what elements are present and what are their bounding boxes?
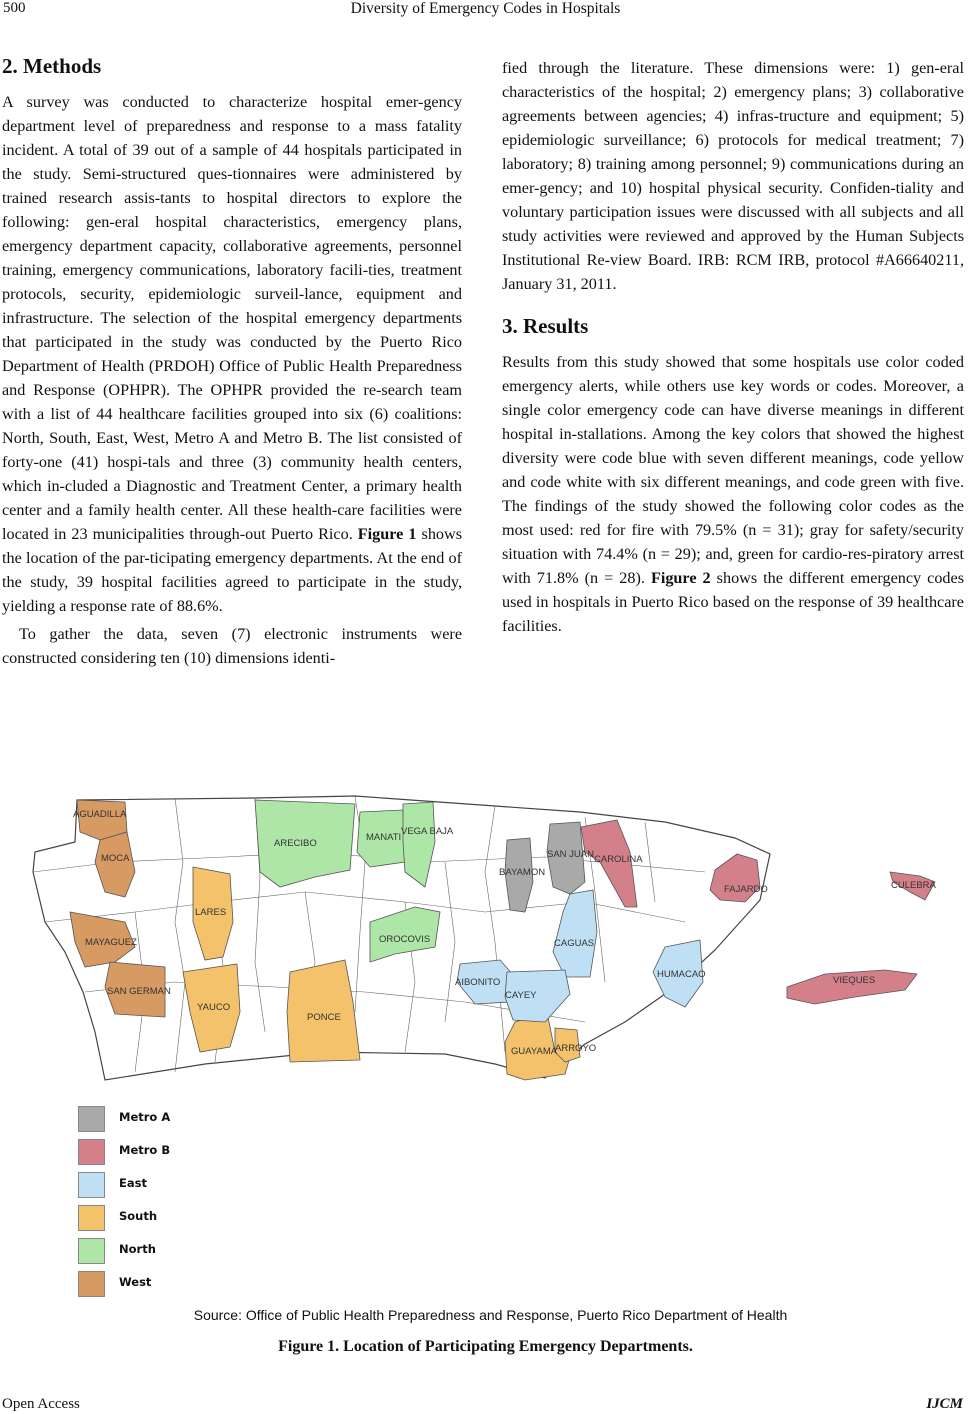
legend-label: East bbox=[119, 1176, 147, 1190]
legend-item-north bbox=[78, 1238, 238, 1264]
legend-item-metro-a bbox=[78, 1106, 238, 1132]
label-bayamon: BAYAMON bbox=[499, 867, 546, 878]
results-heading: 3. Results bbox=[502, 314, 589, 338]
figure-2-reference: Figure 2 bbox=[650, 569, 711, 587]
label-fajardo: FAJARDO bbox=[724, 884, 768, 895]
figure-caption: Figure 1. Location of Participating Emergency Departments. bbox=[278, 1338, 693, 1355]
results-text-a: Results from this study showed that some hospitals use color coded emergency alerts, while others use key words or codes. Moreover, a single color emergency code can have diverse meanings in different hospital in-stallations. Among the key colors that showed the highest diversity were code blue with seven different meanings, code yellow and code white with six different meanings, and code green with five. The findings of the study showed the following color codes as the most used: red for fire with 79.5% (n = 31); gray for safety/security situation with 74.4% (n = 29); and, green for cardio-res-piratory arrest with 71.8% (n = 28). bbox=[502, 353, 964, 587]
legend-swatch bbox=[78, 1139, 105, 1165]
running-header bbox=[0, 0, 971, 22]
label-aguadilla: AGUADILLA bbox=[73, 809, 127, 820]
page-number: 500 bbox=[3, 0, 26, 16]
label-san-german: SAN GERMAN bbox=[107, 986, 171, 997]
label-arroyo: ARROYO bbox=[555, 1043, 597, 1054]
results-text-b: shows the different emergency codes used in hospitals in Puerto Rico based on the response of 39 healthcare facilities. bbox=[502, 569, 965, 635]
label-carolina: CAROLINA bbox=[594, 854, 643, 865]
label-lares: LARES bbox=[195, 907, 227, 918]
right-column bbox=[502, 56, 964, 638]
legend-swatch bbox=[78, 1205, 105, 1231]
label-culebra: CULEBRA bbox=[891, 880, 936, 891]
label-cayey: CAYEY bbox=[505, 990, 537, 1001]
footer-open-access: Open Access bbox=[2, 1396, 80, 1412]
label-orocovis: OROCOVIS bbox=[379, 934, 431, 945]
figure-1-reference: Figure 1 bbox=[357, 525, 417, 543]
methods-heading: 2. Methods bbox=[2, 54, 102, 78]
legend-label: West bbox=[119, 1275, 152, 1289]
label-moca: MOCA bbox=[101, 853, 130, 864]
methods-paragraph-3: fied through the literature. These dimensions were: 1) gen-eral characteristics of the hospital; 2) emergency plans; 3) collaborative agreements between agencies; 4) infras-tructure and equipment; 5) epidemiologic surveillance; 6) protocols for medical treatment; 7) laboratory; 8) training among personnel; 9) communications during an emer-gency; and 10) hospital physical security. Confiden-tiality and voluntary participation issues were discussed with all subjects and all study activities were reviewed and approved by the Human Subjects Institutional Re-view Board. IRB: RCM IRB, protocol #A66640211, January 31, 2011. bbox=[502, 59, 964, 293]
legend-item-west bbox=[78, 1271, 238, 1297]
legend-swatch bbox=[78, 1172, 105, 1198]
label-humacao: HUMACAO bbox=[657, 969, 706, 980]
legend-swatch bbox=[78, 1106, 105, 1132]
legend-label: Metro A bbox=[119, 1110, 171, 1124]
methods-text-b: shows the location of the par-ticipating emergency departments. At the end of the study, 39 hospital facilities agreed to participate in the study, yielding a response rate of 88.6%. bbox=[2, 525, 463, 615]
label-ponce: PONCE bbox=[307, 1012, 341, 1023]
running-title: Diversity of Emergency Codes in Hospitals bbox=[350, 0, 621, 17]
methods-paragraph-1 bbox=[2, 90, 462, 618]
label-aibonito: AIBONITO bbox=[455, 977, 501, 988]
legend-swatch bbox=[78, 1271, 105, 1297]
left-column bbox=[2, 52, 462, 670]
legend-label: South bbox=[119, 1209, 158, 1223]
label-manati: MANATI bbox=[366, 832, 402, 843]
label-vega-baja: VEGA BAJA bbox=[401, 826, 454, 837]
legend-item-metro-b bbox=[78, 1139, 238, 1165]
legend-item-east bbox=[78, 1172, 238, 1198]
label-guayama: GUAYAMA bbox=[511, 1046, 558, 1057]
results-paragraph bbox=[502, 350, 964, 638]
label-san-juan: SAN JUAN bbox=[547, 849, 594, 860]
methods-text-a: A survey was conducted to characterize hospital emer-gency department level of preparedness and response to a mass fatality incident. A total of 39 out of a sample of 44 hospitals participated in the study. Semi-structured ques-tionnaires were administered by trained research assis-tants to hospital directors to explore the following: gen-eral hospital characteristics, emergency plans, emergency department capacity, collaborative agreements, personnel training, emergency communications, laboratory facili-ties, treatment protocols, security, epidemiologic surveil-lance, equipment and infrastructure. The selection of the hospital emergency departments that participated in the study was conducted by the Puerto Rico Department of Health (PRDOH) Office of Public Health Preparedness and Response (OPHPR). The OPHPR provided the re-search team with a list of 44 healthcare facilities grouped into six (6) coalitions: North, South, East, West, Metro A and Metro B. The list consisted of forty-one (41) hospi-tals and three (3) community health centers, which in-cluded a Diagnostic and Treatment Center, a primary health center and a family health center. All these health-care facilities were located in 23 municipalities through-out Puerto Rico. bbox=[2, 93, 462, 543]
methods-paragraph-2: To gather the data, seven (7) electronic instruments were constructed considering ten (10) dimensions identi- bbox=[2, 625, 462, 667]
label-vieques: VIEQUES bbox=[833, 975, 876, 986]
puerto-rico-map bbox=[25, 782, 955, 1092]
map-svg bbox=[25, 782, 955, 1092]
label-yauco: YAUCO bbox=[197, 1002, 231, 1013]
legend-label: North bbox=[119, 1242, 156, 1256]
legend-item-south bbox=[78, 1205, 238, 1231]
label-arecibo: ARECIBO bbox=[274, 838, 317, 849]
footer-journal-abbrev: IJCM bbox=[926, 1396, 963, 1412]
legend-swatch bbox=[78, 1238, 105, 1264]
label-mayaguez: MAYAGUEZ bbox=[85, 937, 137, 948]
legend-label: Metro B bbox=[119, 1143, 171, 1157]
label-caguas: CAGUAS bbox=[554, 938, 595, 949]
figure-source: Source: Office of Public Health Preparedness and Response, Puerto Rico Department of Health bbox=[193, 1307, 788, 1323]
